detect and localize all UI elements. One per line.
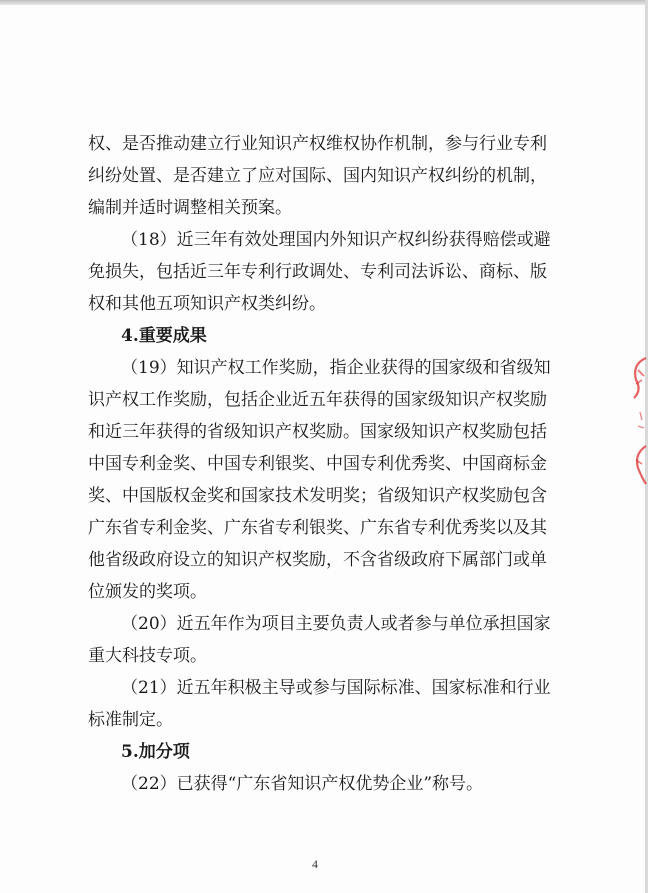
text-line: 纠纷处置、是否建立了应对国际、国内知识产权纠纷的机制， (88, 166, 547, 186)
scan-top-edge (0, 0, 648, 5)
text-line: 权和其他五项知识产权类纠纷。 (88, 294, 326, 314)
paragraph-20-line: （20）近五年作为项目主要负责人或者参与单位承担国家 (121, 614, 551, 634)
text-line: 广东省专利金奖、广东省专利银奖、广东省专利优秀奖以及其 (88, 518, 547, 538)
section-heading-important-results: 4.重要成果 (121, 326, 207, 346)
page-number: 4 (312, 857, 318, 871)
paragraph-18-line: （18）近三年有效处理国内外知识产权纠纷获得赔偿或避 (121, 230, 551, 250)
text-line: 识产权工作奖励，包括企业近五年获得的国家级知识产权奖励 (88, 390, 547, 410)
text-line: 位颁发的奖项。 (88, 582, 207, 602)
text-line: 标准制定。 (88, 710, 173, 730)
paragraph-19-line: （19）知识产权工作奖励，指企业获得的国家级和省级知 (121, 358, 551, 378)
text-line: 奖、中国版权金奖和国家技术发明奖；省级知识产权奖励包含 (88, 486, 547, 506)
paragraph-22-line: （22）已获得“广东省知识产权优势企业”称号。 (121, 774, 484, 794)
text-line: 编制并适时调整相关预案。 (88, 198, 292, 218)
text-line: 免损失，包括近三年专利行政调处、专利司法诉讼、商标、版 (88, 262, 547, 282)
text-line: 权、是否推动建立行业知识产权维权协作机制，参与行业专利 (88, 134, 547, 154)
text-line: 中国专利金奖、中国专利银奖、中国专利优秀奖、中国商标金 (88, 454, 547, 474)
text-line: 重大科技专项。 (88, 646, 207, 666)
section-heading-bonus-items: 5.加分项 (121, 742, 190, 762)
text-line: 和近三年获得的省级知识产权奖励。国家级知识产权奖励包括 (88, 422, 547, 442)
red-seal-stamp-fragment (618, 350, 648, 490)
paragraph-21-line: （21）近五年积极主导或参与国际标准、国家标准和行业 (121, 678, 551, 698)
text-line: 他省级政府设立的知识产权奖励，不含省级政府下属部门或单 (88, 550, 547, 570)
